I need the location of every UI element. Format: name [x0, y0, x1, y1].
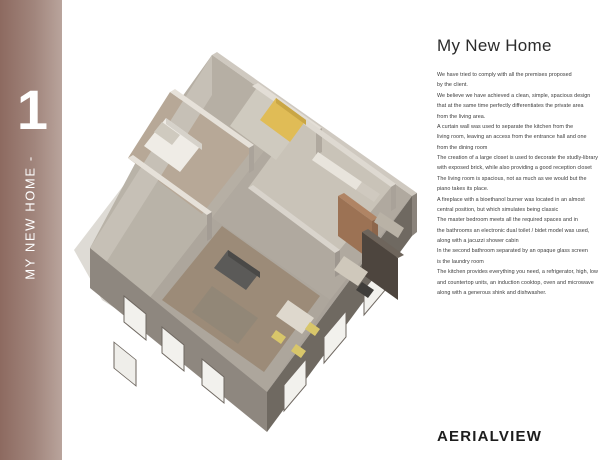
description-line: by the client. [437, 82, 468, 89]
description-line: In the second bathroom separated by an opaque glass screen [437, 248, 588, 255]
description-line: from the dining room [437, 144, 488, 151]
description-line: The living room is spacious, not as much as we would but the [437, 175, 587, 182]
description-line: central position, but which simulates being classic [437, 206, 559, 213]
left-accent-band [0, 0, 62, 460]
render-illustration [62, 0, 432, 460]
description-line: living room, leaving an access from the entrance hall and one [437, 134, 587, 141]
description-line: We believe we have achieved a clean, simple, spacious design [437, 92, 591, 99]
description-line: piano takes its place. [437, 186, 489, 193]
vertical-project-title: MY NEW HOME - [22, 155, 38, 280]
description-line: along with a jacuzzi shower cabin [437, 238, 519, 244]
description-line: A curtain wall was used to separate the kitchen from the [437, 123, 574, 130]
view-caption: AERIALVIEW [437, 428, 543, 445]
description-line: The creation of a large closet is used to decorate the studly-library [437, 155, 599, 161]
description-line: the bathrooms an electronic dual toilet / bidet model was used, [437, 227, 590, 234]
description-line: and countertop units, an induction cooktop, oven and microwave [437, 279, 594, 286]
description-line: is the laundry room [437, 258, 484, 265]
description-line: The kitchen provides everything you need, a refrigerator, high, low [437, 269, 598, 276]
description-text [437, 70, 600, 298]
description-line: that at the same time perfectly differentiates the private area [437, 103, 584, 110]
description-line: with exposed brick, while also providing a good reception closet [437, 165, 592, 172]
description-line: along with a generous shink and dishwasher. [437, 289, 547, 296]
description-line: The master bedroom meets all the required spaces and in [437, 217, 578, 224]
description-line: We have tried to comply with all the premises proposed [437, 72, 572, 78]
floorplan-render [62, 0, 432, 460]
description-line: from the living area. [437, 113, 486, 120]
slide-number: 1 [16, 78, 48, 141]
page-title: My New Home [437, 36, 552, 55]
description-line: A fireplace with a bioethanol burner was located in an almost [437, 196, 585, 203]
